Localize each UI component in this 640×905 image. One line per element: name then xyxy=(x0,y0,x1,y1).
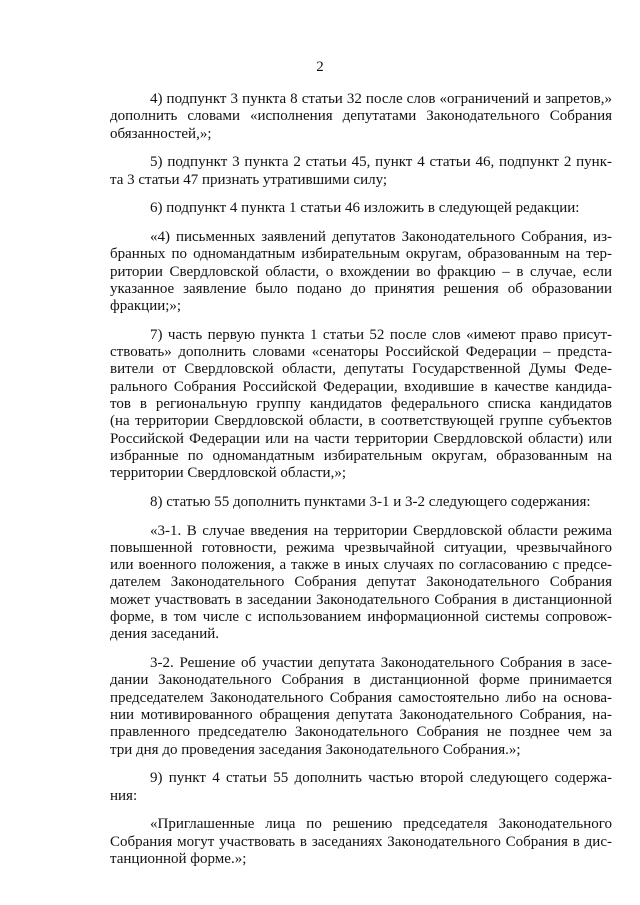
text-line: дения заседаний. xyxy=(110,626,219,643)
text-line: может участвовать в заседании Законодательного Собрания в дистанционной xyxy=(110,591,612,608)
text-line: 7) часть первую пункта 1 статьи 52 после слов «имеют право присут- xyxy=(150,326,612,343)
text-line: тов в региональную группу кандидатов федерального списка кандидатов xyxy=(110,396,612,413)
text-line: фракции;»; xyxy=(110,298,182,315)
text-line: бранных по одномандатным избирательным округам, образованным на тер- xyxy=(110,246,612,263)
paragraph xyxy=(110,91,612,143)
text-line: «4) письменных заявлений депутатов Законодательного Собрания, из- xyxy=(150,228,612,245)
paragraph xyxy=(110,655,612,759)
text-line: 5) подпункт 3 пункта 2 статьи 45, пункт 4 статьи 46, подпункт 2 пунк- xyxy=(150,154,612,171)
text-line: нии мотивированного обращения депутата Законодательного Собрания, на- xyxy=(110,706,612,723)
text-line: территории Свердловской области,»; xyxy=(110,465,346,482)
text-line: дании Законодательного Собрания в дистанционной форме принимается xyxy=(110,672,612,689)
text-line: вители от Свердловской области, депутаты Государственной Думы Феде- xyxy=(110,361,612,378)
text-line: 8) статью 55 дополнить пунктами 3-1 и 3-2 следующего содержания: xyxy=(150,493,591,510)
text-line: 6) подпункт 4 пункта 1 статьи 46 изложить в следующей редакции: xyxy=(150,200,580,217)
paragraph xyxy=(110,229,612,315)
text-line: рального Собрания Российской Федерации, входившие в качестве кандида- xyxy=(110,378,612,395)
paragraph xyxy=(110,523,612,644)
text-line: правленного председателю Законодательного Собрания не позднее чем за xyxy=(110,724,612,741)
text-line: Собрания могут участвовать в заседаниях Законодательного Собрания в дис- xyxy=(110,833,612,850)
text-line: танционной форме.»; xyxy=(110,850,247,867)
text-line: 3-2. Решение об участии депутата Законодательного Собрания в засе- xyxy=(150,655,612,672)
text-line: «Приглашенные лица по решению председателя Законодательного xyxy=(150,816,612,833)
text-line: Российской Федерации или на части территории Свердловской области) или xyxy=(110,430,612,447)
text-line: три дня до проведения заседания Законодательного Собрания.»; xyxy=(110,741,521,758)
paragraph xyxy=(110,494,612,511)
text-line: «3-1. В случае введения на территории Свердловской области режима xyxy=(150,522,612,539)
text-line: председателем Законодательного Собрания самостоятельно либо на основа- xyxy=(110,689,612,706)
text-line: избранные по одномандатным избирательным округам, образованным на xyxy=(110,447,612,464)
text-line: 9) пункт 4 статьи 55 дополнить частью второй следующего содержа- xyxy=(150,770,612,787)
page-number: 2 xyxy=(316,59,324,75)
text-line: ния: xyxy=(110,787,138,804)
text-line: или военного положения, а также в иных случаях по согласованию с предсе- xyxy=(110,557,612,574)
text-line: ствовать» дополнить словами «сенаторы Российской Федерации – предста- xyxy=(110,344,612,361)
paragraph xyxy=(110,816,612,868)
text-line: повышенной готовности, режима чрезвычайной ситуации, чрезвычайного xyxy=(110,539,612,556)
text-line: дателем Законодательного Собрания депутат Законодательного Собрания xyxy=(110,574,612,591)
paragraph xyxy=(110,327,612,483)
text-line: указанное заявление было подано до принятия решения об образовании xyxy=(110,280,612,297)
text-line: 4) подпункт 3 пункта 8 статьи 32 после слов «ограничений и запретов,» xyxy=(150,91,612,107)
paragraph xyxy=(110,154,612,189)
text-line: ритории Свердловской области, о вхождении во фракцию – в случае, если xyxy=(110,263,612,280)
paragraph xyxy=(110,770,612,805)
text-line: обязанностей,»; xyxy=(110,125,212,142)
text-line: форме, в том числе с использованием информационной системы сопровож- xyxy=(110,609,612,626)
text-line: (на территории Свердловской области, в соответствующей группе субъектов xyxy=(110,413,612,430)
text-line: дополнить словами «исполнения депутатами Законодательного Собрания xyxy=(110,108,612,125)
paragraph xyxy=(110,200,612,217)
text-line: та 3 статьи 47 признать утратившими силу; xyxy=(110,171,388,188)
document-body xyxy=(110,91,612,879)
